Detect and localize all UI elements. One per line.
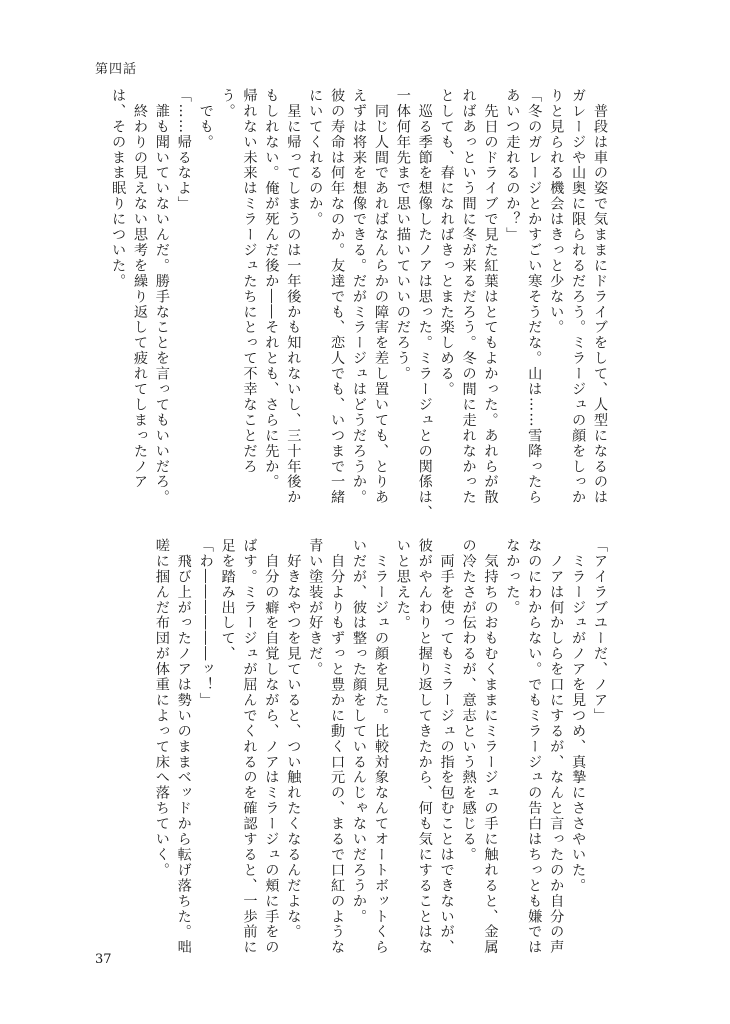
- page-number: 37: [95, 952, 112, 967]
- text-line: ノアは何かしらを口にするが、なんと言ったのか自分の声: [548, 538, 565, 956]
- text-line: えずは将来を想像できる。だがミラージュはどうだろうか。: [351, 88, 368, 506]
- text-line: 好きなやつを見ていると、つい触れたくなるんだよな。: [285, 538, 302, 940]
- text-line: いだが、彼は整った顔をしているんじゃないだろうか。: [351, 538, 368, 925]
- text-line: ガレージや山奥に限られるだろう。ミラージュの顔をしっか: [570, 88, 587, 506]
- text-line: でも。: [197, 88, 214, 150]
- text-line: 「わ――――――ッ！」: [197, 538, 214, 708]
- text-line: 彼の寿命は何年なのか。友達でも、恋人でも、いつまで一緒: [329, 88, 346, 506]
- text-line: は、そのまま眠りについた。: [110, 88, 127, 289]
- text-line: 普段は車の姿で気ままにドライブをして、人型になるのは: [592, 88, 608, 506]
- text-line: 自分の癖を自覚しながら、ノアはミラージュの頬に手をの: [263, 538, 280, 956]
- text-line: なかった。: [504, 538, 521, 616]
- text-line: 青い塗装が好きだ。: [307, 538, 324, 678]
- text-line: 彼がやんわりと握り返してきたから、何も気にすることはな: [416, 538, 433, 956]
- text-line: ミラージュの顔を見た。比較対象なんてオートボットくら: [372, 538, 389, 956]
- text-line: 「……帰るなよ」: [175, 88, 192, 212]
- text-line: あいつ走れるのか？」: [504, 88, 521, 243]
- text-line: 終わりの見えない思考を繰り返して疲れてしまったノア: [131, 88, 148, 490]
- text-line: 一体何年先まで思い描いていいのだろう。: [394, 88, 411, 382]
- text-line: 星に帰ってしまうのは一年後かも知れないし、三十年後か: [285, 88, 302, 506]
- text-line: ばす。ミラージュが屈んでくれるのを確認すると、一歩前に: [241, 538, 258, 956]
- text-line: いと思えた。: [394, 538, 411, 631]
- text-line: う。: [219, 88, 236, 119]
- text-line: ればあっという間に冬が来るだろう。冬の間に走れなかった: [460, 88, 477, 506]
- text-line: 「冬のガレージとかすごい寒そうだな。山は……雪降ったら: [526, 88, 543, 506]
- text-line: の冷たさが伝わるが、意志という熱を感じる。: [460, 538, 477, 863]
- text-line: 「アイラブユーだ、ノア」: [592, 538, 608, 724]
- text-line: 帰れない未来はミラージュたちにとって不幸なことだろ: [241, 88, 258, 475]
- text-line: 両手を使ってもミラージュの指を包むことはできないが、: [438, 538, 455, 956]
- text-line: 誰も聞いていないんだ。勝手なことを言ってもいいだろ。: [153, 88, 170, 506]
- text-line: 巡る季節を想像したノアは思った。ミラージュとの関係は、: [416, 88, 433, 521]
- text-line: 同じ人間であればなんらかの障害を差し置いても、とりあ: [372, 88, 389, 506]
- text-line: 気持ちのおもむくままにミラージュの手に触れると、金属: [482, 538, 499, 956]
- text-line: なのにわからない。でもミラージュの告白はちっとも嫌では: [526, 538, 543, 956]
- text-line: 嗟に掴んだ布団が体重によって床へ落ちていく。: [153, 538, 170, 878]
- text-line: ミラージュがノアを見つめ、真摯にささやいた。: [570, 538, 587, 894]
- chapter-title: 第四話: [95, 62, 138, 77]
- text-line: 先日のドライブで見た紅葉はとてもよかった。あれらが散: [482, 88, 499, 506]
- text-line: りと見られる機会はきっと少ない。: [548, 88, 565, 336]
- text-line: 足を踏み出して、: [219, 538, 236, 662]
- text-block-top: [80, 88, 610, 521]
- text-block-bottom: [80, 538, 610, 958]
- text-line: もしれない。俺が死んだ後か――それとも、さらに先か。: [263, 88, 280, 490]
- text-line: 飛び上がったノアは勢いのままベッドから転げ落ちた。咄: [175, 538, 192, 956]
- text-line: としても、春になればきっとまた楽しめる。: [438, 88, 455, 397]
- text-line: にいてくれるのか。: [307, 88, 324, 228]
- text-line: 自分よりもずっと豊かに動く口元の、まるで口紅のような: [329, 538, 346, 956]
